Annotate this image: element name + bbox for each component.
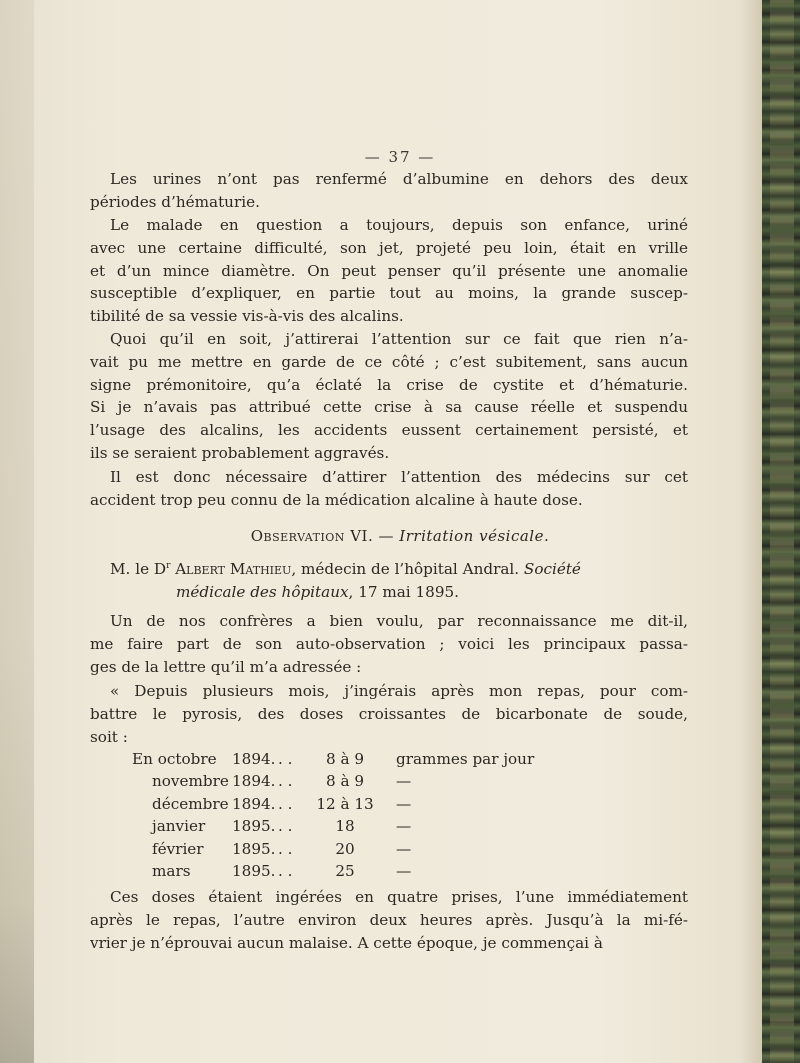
source-date: , 17 mai 1895.: [348, 582, 459, 601]
text-line: soit :: [90, 727, 128, 746]
dose-amount: 8 à 9: [325, 772, 365, 791]
text-line: l’usage des alcalins, les accidents eussent certainement persisté, et: [90, 421, 688, 440]
paragraph-attention: [90, 328, 688, 465]
text-line: ils se seraient probablement aggravés.: [90, 443, 390, 462]
dose-amount: 18: [335, 817, 355, 836]
dose-unit: —: [396, 861, 412, 880]
source-name: Albert Mathieu: [175, 560, 292, 579]
dose-leader: . .: [278, 861, 293, 880]
paragraph-prises: [90, 886, 688, 954]
paragraph-quote: [90, 680, 688, 748]
dose-unit: —: [396, 839, 412, 858]
dose-month: novembre: [152, 772, 229, 791]
dose-year: 1894.: [232, 794, 276, 813]
dose-month: décembre: [152, 794, 229, 813]
dose-unit: —: [396, 817, 412, 836]
source-rest: , médecin de l’hôpital Andral.: [291, 560, 520, 579]
text-line: Les urines n’ont pas renfermé d’albumine en dehors des deux: [110, 170, 688, 188]
observation-title: Irritation vésicale.: [399, 527, 550, 545]
dose-month: février: [152, 839, 204, 858]
dose-leader: . .: [278, 794, 293, 813]
dose-amount: 12 à 13: [316, 794, 374, 813]
dose-year: 1894.: [232, 750, 276, 768]
text-line: « Depuis plusieurs mois, j’ingérais après mon repas, pour com-: [110, 682, 688, 700]
dose-month: mars: [152, 861, 191, 880]
dose-amount: 25: [335, 861, 355, 880]
text-line: Si je n’avais pas attribué cette crise à sa cause réelle et suspendu: [90, 398, 688, 417]
source-journal-2: médicale des hôpitaux: [176, 582, 349, 601]
source-journal-1: Société: [523, 560, 581, 579]
paragraph-necessaire: [90, 466, 688, 512]
text-line: Quoi qu’il en soit, j’attirerai l’attention sur ce fait que rien n’a-: [110, 330, 688, 348]
text-line: susceptible d’expliquer, en partie tout au moins, la grande suscep-: [90, 284, 688, 303]
paragraph-albumine: [90, 168, 688, 214]
text-line: Un de nos confrères a bien voulu, par reconnaissance me dit-il,: [110, 612, 688, 630]
observation-label: Observation VI.: [250, 527, 374, 545]
source-prefix: M. le D: [110, 560, 167, 579]
dose-unit: grammes par jour: [396, 750, 535, 768]
paragraph-confreres: [90, 610, 688, 678]
dose-month: En octobre: [132, 750, 217, 768]
text-line: battre le pyrosis, des doses croissantes de bicarbonate de soude,: [90, 704, 688, 723]
dose-leader: . .: [278, 839, 293, 858]
page-number: — 37 —: [364, 148, 436, 166]
text-line: périodes d’hématurie.: [90, 192, 260, 211]
dose-unit: —: [396, 794, 412, 813]
text-line: Il est donc nécessaire d’attirer l’attention des médecins sur cet: [110, 468, 688, 486]
text-line: après le repas, l’autre environ deux heures après. Jusqu’à la mi-fé-: [90, 910, 688, 929]
text-line: Le malade en question a toujours, depuis son enfance, uriné: [110, 216, 688, 234]
dose-leader: . .: [278, 817, 293, 836]
text-line: vrier je n’éprouvai aucun malaise. A cette époque, je commençai à: [90, 933, 603, 952]
text-line: signe prémonitoire, qu’a éclaté la crise de cystite et d’hématurie.: [90, 375, 688, 394]
text-line: avec une certaine difficulté, son jet, projeté peu loin, était en vrille: [90, 238, 688, 257]
observation-source: [90, 555, 688, 604]
dose-year: 1895.: [232, 839, 276, 858]
dose-year: 1895.: [232, 817, 276, 836]
paragraph-malade: [90, 214, 688, 328]
source-line-2: [90, 581, 688, 604]
source-line-1: [90, 555, 688, 581]
dose-amount: 8 à 9: [325, 750, 365, 768]
dose-leader: . .: [278, 750, 293, 768]
source-superscript: r: [166, 561, 171, 571]
text-line: Ces doses étaient ingérées en quatre prises, l’une immédiatement: [110, 888, 688, 906]
dose-leader: . .: [278, 772, 293, 791]
dose-year: 1894.: [232, 772, 276, 791]
dose-amount: 20: [335, 839, 355, 858]
text-line: tibilité de sa vessie vis-à-vis des alcalins.: [90, 307, 404, 326]
dose-month: janvier: [152, 817, 206, 836]
text-line: me faire part de son auto-observation ; voici les principaux passa-: [90, 634, 688, 653]
text-line: et d’un mince diamètre. On peut penser qu’il présente une anomalie: [90, 261, 688, 280]
observation-dash: —: [378, 527, 395, 545]
observation-heading: [0, 527, 800, 545]
text-line: vait pu me mettre en garde de ce côté ; c’est subitement, sans aucun: [90, 352, 688, 371]
dose-year: 1895.: [232, 861, 276, 880]
dose-unit: —: [396, 772, 412, 791]
text-line: ges de la lettre qu’il m’a adressée :: [90, 657, 362, 676]
text-line: accident trop peu connu de la médication alcaline à haute dose.: [90, 490, 583, 509]
